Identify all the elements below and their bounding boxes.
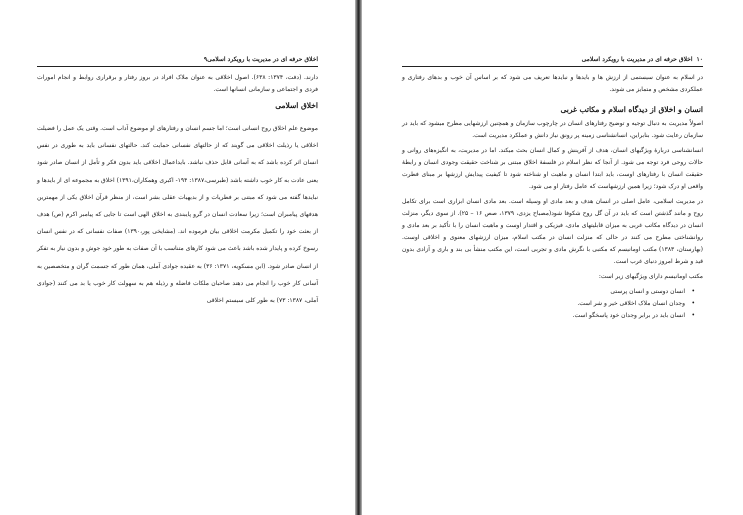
humanism-features-list: [402, 286, 703, 322]
left-body-paragraph: موضوع علم اخلاق روح انسانی است؛ اما جسم انسان و رفتارهای او موضوع آداب است. وقتی یک عمل را فضیلت اخلاقی یا رذیلت اخلاقی می گویند که از حالتهای نفسانی حمایت کند. حالتهای نفسانی باید به طوری در نفس انسان اثر کرده باشد که به آسانی قابل حذف نباشد. بایدا‌عمال اخلاقی باید بدون فکر و تأمل از انسان صادر شود یعنی عادت به کار خوب داشته باشد (طبرسی،۱۳۸۷: ۱۹۴- اکبری وهمکاران،۱۳۹۱) اخلاق به مجموعه ای از بایدها و نبایدها گفته می شود که مبتنی بر فطریات و از بدیهیات عقلی بشر است، از منظر قرآن اخلاق یکی از مهمترین هدفهای پیامبران است؛ زیرا سعادت انسان در گرو پایبندی به اخلاق الهی است تا جایی که پیامبر اکرم (ص) هدف از بعثت خود را تکمیل مکرمت اخلاقی بیان فرموده اند. (مشایخی پور،۱۳۹۰) صفات نفسانی که در نفس انسان رسوخ کرده و پایدار شده باشد باعث می شود کارهای متناسب با آن صفات به طور خود جوش و بدون نیاز به تفکر از انسان صادر شود. (ابن مسکویه، ۱۳۷۱: ۳۶) به عقیده جوادی آملی، همان طور که جسمت گران و متخصصین به آسانی کار خوب را انجام می دهند صاحبان ملکات فاضله و رذیله هم به سهولت کار خوب یا بد می کنند (جوادی آملی، ۱۳۸۷: ۷۳) به طور کلی سیستم اخلاقی: [37, 125, 319, 305]
list-item: • وجدان انسان ملاک اخلاقی خیر و شر است.: [402, 298, 685, 310]
right-page-body: [402, 72, 703, 322]
right-section-title: انسان و اخلاق از دیدگاه اسلام و مکاتب غربی: [560, 105, 703, 114]
right-header-rule: [402, 66, 703, 67]
right-header-title: ۱۰اخلاق حرفه ای در مدیریت با رویکرد اسلامی: [581, 55, 703, 63]
left-header-title: اخلاق حرفه ای در مدیریت با رویکرد اسلامی۹: [203, 55, 318, 63]
right-page-header: [402, 53, 703, 65]
right-page: [362, 0, 743, 515]
list-item: • انسان باید در برابر وجدان خود پاسخگو است.: [402, 310, 685, 322]
right-paragraph-3: در مدیریت اسلامی، عامل اصلی در انسان هدف و بعد مادی او وسیله است. بعد مادی انسان ابزاری است برای تکامل روح و مانند گذشتن است که باید در آن گل روح شکوفا شود(مصباح یزدی، ۱۳۷۹، صص ۱۶ – ۲۵). از سوی دیگر، منزلت انسان در دیدگاه مکاتب غربی به میزان قابلیتهای مادی، فیزیکی و اقتدار اوست و ماهیت انسان را با تأکید بر بعد مادی و روانشناختی مطرح می کنند در حالی که منزلت انسان در مکتب اسلام، میزان ارزشهای معنوی و اخلاقی اوست. (بهارستان، ۱۳۸۳) مکتب اومانیسم که مکتبی با نگرش مادی و تجربی است، این مکتب منشأ بی بند و باری و آزادی بدون قید و شرط امروز دنیای غرب است.: [402, 198, 704, 265]
left-intro-paragraph: دارند. (دفت، ۱۳۷۴: ۶۳۸). اصول اخلاقی به عنوان ملاک افراد در بروز رفتار و برقراری روابط و انجام امورات فردی و اجتماعی و سازمانی انسانها است.: [37, 74, 318, 93]
left-page-body: [37, 72, 318, 312]
list-item: • انسان دوستی و انسان پرستی: [402, 286, 685, 298]
right-list-intro: مکتب اومانیسم دارای ویژگیهای زیر است:: [598, 273, 703, 280]
right-paragraph-2: انسانشناسی دربارهٔ ویژگیهای انسان، هدف از آفرینش و کمال انسان بحث میکند. اما در مدیریت، به انگیزه‌های روانی و حالات روحی فرد توجه می شود. از آنجا که نظر اسلام در فلسفهٔ اخلاق مبتنی بر شناخت حقیقت وجودی انسان و رابطهٔ حقیقت انسان با رفتارهای اوست، باید ابتدا انسان و ماهیت او شناخته شود تا کیفیت پیدایش ارزشها بر مبنای فطرت واقعی او درک شود؛ زیرا همین ارزشهاست که عامل رفتار او می شود.: [402, 147, 703, 190]
left-page-header: [37, 53, 318, 65]
left-page: [0, 0, 355, 515]
left-page-number: ۹: [203, 55, 208, 63]
right-paragraph-1: اصولاً مدیریت به دنبال توجیه و توضیح رفتارهای انسان در چارچوب سازمان و همچنین ارزشهایی مطرح میشود که باید در سازمان رعایت شود. بنابراین، انسانشناسی زمینه پر رونق نیاز دانش و عملکرد مدیریت است.: [402, 120, 703, 139]
right-intro-paragraph: در اسلام به عنوان سیستمی از ارزش ها و بایدها و نبایدها تعریف می شود که بر اساس آن خوب و بدهای رفتاری و عملکردی مشخص و متمایز می شوند.: [402, 74, 703, 93]
left-header-rule: [37, 66, 318, 67]
book-spine: [355, 0, 362, 515]
left-section-title: اخلاق اسلامی: [275, 101, 318, 110]
right-page-number: ۱۰: [696, 55, 703, 63]
